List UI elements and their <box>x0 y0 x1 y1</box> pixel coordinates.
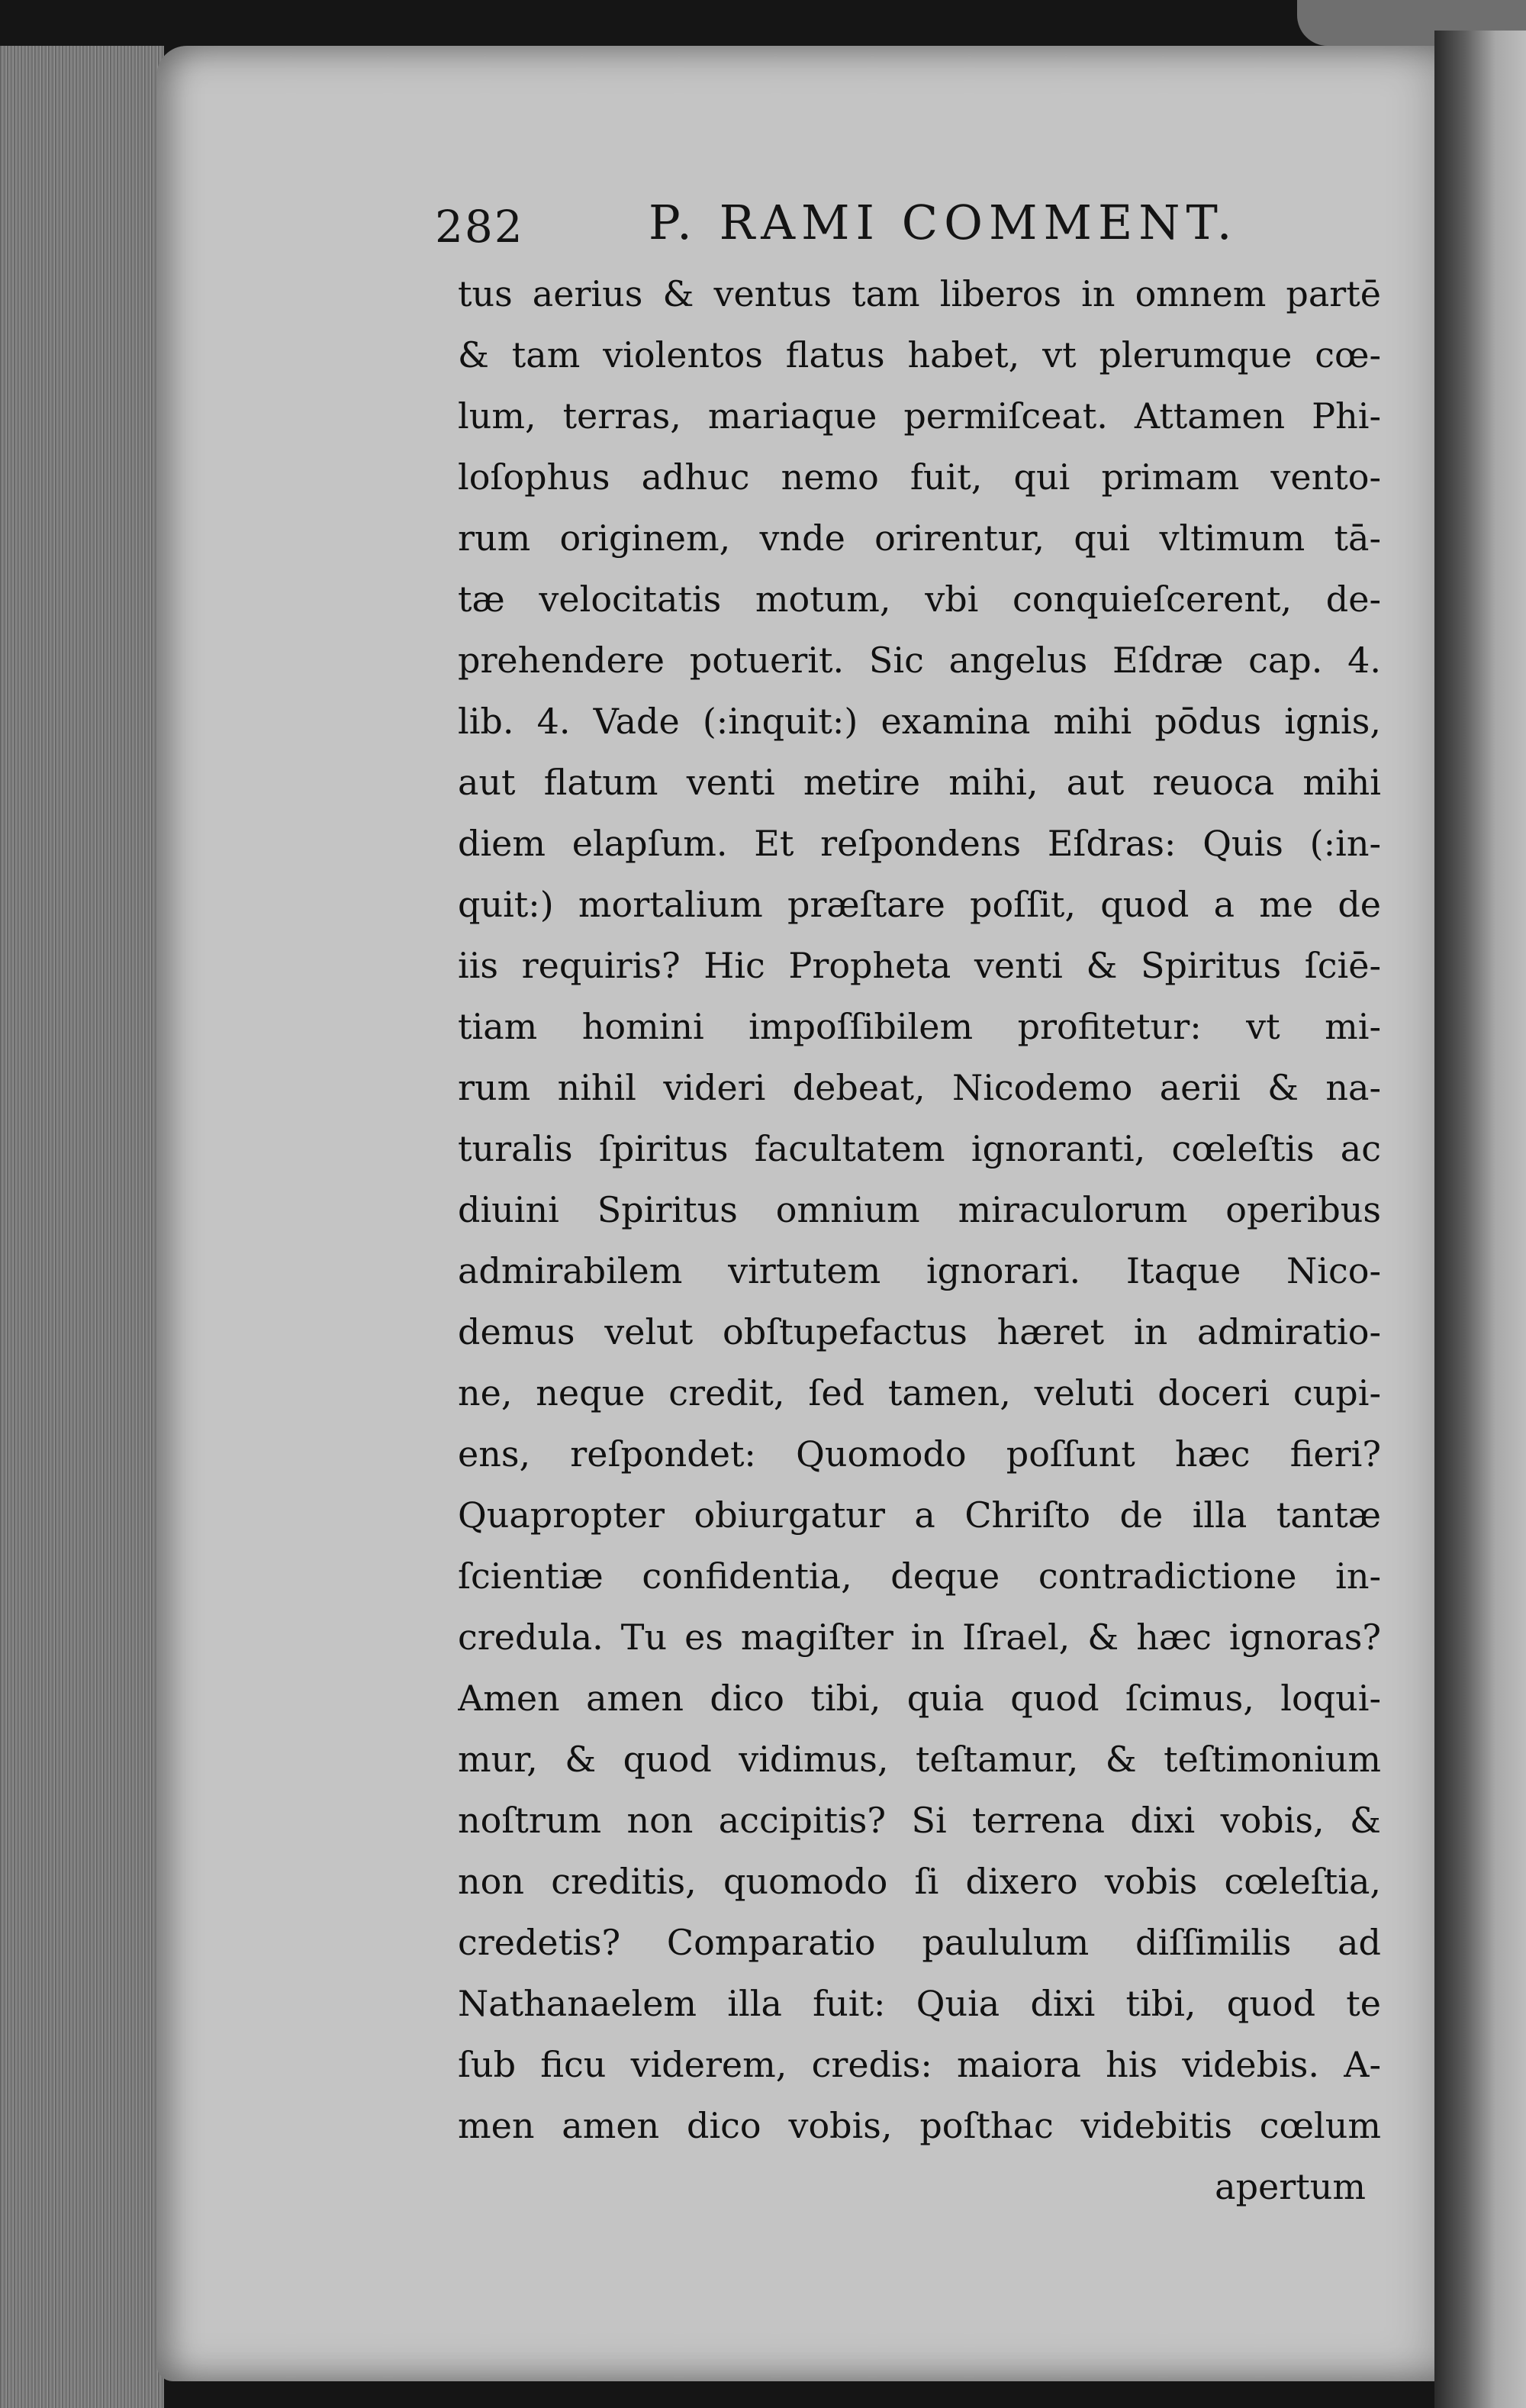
text-line: Quapropter obiurgatur a Chriſto de illa tantæ <box>458 1494 1381 1536</box>
text-line: ſcientiæ confidentia, deque contradictione in- <box>458 1555 1381 1597</box>
running-title: P. RAMI COMMENT. <box>649 195 1238 250</box>
text-block <box>458 263 1381 2217</box>
text-line: Amen amen dico tibi, quia quod ſcimus, loqui- <box>458 1678 1381 1719</box>
text-line: lum, terras, mariaque permiſceat. Attamen Phi- <box>458 395 1381 437</box>
text-line: demus velut obſtupefactus hæret in admiratio- <box>458 1311 1381 1352</box>
page-number: 282 <box>435 201 524 253</box>
text-line: ſub ficu viderem, credis: maiora his videbis. A- <box>458 2044 1381 2085</box>
text-line: lib. 4. Vade (:inquit:) examina mihi pōdus ignis, <box>458 701 1381 742</box>
text-line: quit:) mortalium præſtare poſſit, quod a me de <box>458 884 1381 925</box>
page-header <box>435 195 1289 263</box>
text-line: non creditis, quomodo ſi dixero vobis cœleſtia, <box>458 1861 1381 1902</box>
text-line: Nathanaelem illa fuit: Quia dixi tibi, quod te <box>458 1983 1381 2024</box>
text-line: men amen dico vobis, poſthac videbitis cœlum <box>458 2105 1381 2146</box>
text-line: credetis? Comparatio paululum diſſimilis ad <box>458 1922 1381 1963</box>
text-line: & tam violentos flatus habet, vt plerumque cœ- <box>458 334 1381 376</box>
text-line: turalis ſpiritus facultatem ignoranti, cœleſtis ac <box>458 1128 1381 1169</box>
text-line: tiam homini impoſſibilem profitetur: vt mi- <box>458 1006 1381 1047</box>
text-line: credula. Tu es magiſter in Iſrael, & hæc ignoras? <box>458 1617 1381 1658</box>
book-gutter <box>1434 31 1526 2408</box>
text-line: prehendere potuerit. Sic angelus Eſdræ cap. 4. <box>458 640 1381 681</box>
text-line: mur, & quod vidimus, teſtamur, & teſtimonium <box>458 1739 1381 1780</box>
text-line: noſtrum non accipitis? Si terrena dixi vobis, & <box>458 1800 1381 1841</box>
text-line: rum nihil videri debeat, Nicodemo aerii & na- <box>458 1067 1381 1108</box>
text-line: iis requiris? Hic Propheta venti & Spiritus ſciē- <box>458 945 1381 986</box>
text-line: ne, neque credit, ſed tamen, veluti doceri cupi- <box>458 1372 1381 1414</box>
catchword: apertum <box>1215 2166 1366 2207</box>
text-line: tus aerius & ventus tam liberos in omnem partē <box>458 273 1381 314</box>
text-line: rum originem, vnde orirentur, qui vltimum tā- <box>458 517 1381 559</box>
text-line: ens, reſpondet: Quomodo poſſunt hæc fieri? <box>458 1433 1381 1475</box>
text-line: aut flatum venti metire mihi, aut reuoca mihi <box>458 762 1381 803</box>
text-line: admirabilem virtutem ignorari. Itaque Nico- <box>458 1250 1381 1291</box>
text-line: diem elapſum. Et reſpondens Eſdras: Quis (:in- <box>458 823 1381 864</box>
text-line: tæ velocitatis motum, vbi conquieſcerent, de- <box>458 579 1381 620</box>
text-line: diuini Spiritus omnium miraculorum operibus <box>458 1189 1381 1230</box>
text-line: loſophus adhuc nemo fuit, qui primam vento- <box>458 456 1381 498</box>
page-edges <box>0 46 164 2408</box>
